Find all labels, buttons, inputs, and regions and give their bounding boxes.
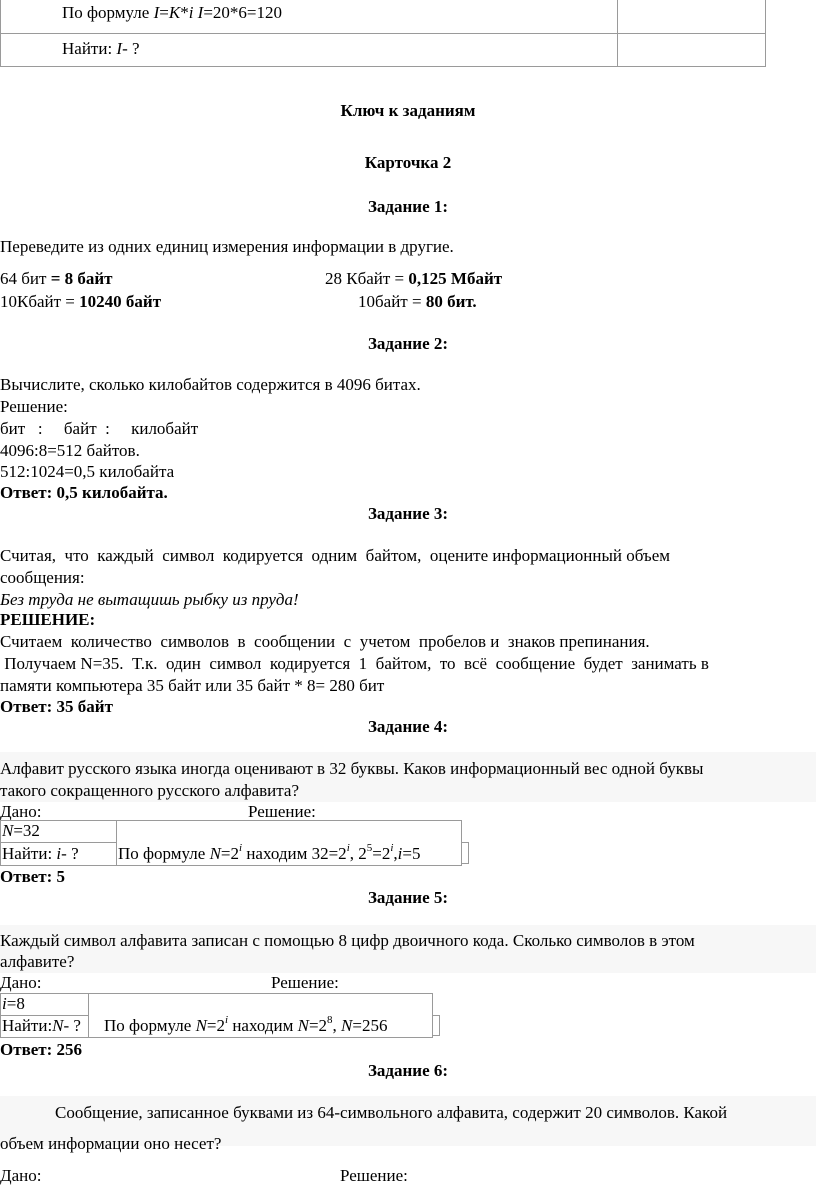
- task6-title: Задание 6:: [367, 1061, 449, 1080]
- task2-step2: 512:1024=0,5 килобайта: [0, 462, 175, 481]
- top-table-formula: По формуле I=K*i I=20*6=120: [62, 3, 283, 22]
- key-title: Ключ к заданиям: [340, 101, 476, 120]
- task4-text2: такого сокращенного русского алфавита?: [0, 781, 300, 800]
- task3-sol1: Считаем количество символов в сообщении с учетом пробелов и знаков препинания.: [0, 632, 650, 651]
- task2-solution-label: Решение:: [0, 397, 68, 416]
- task6-given-label: Дано:: [0, 1166, 42, 1185]
- task5-formula: По формуле $N=2^i$ находим $N=2^8$, N=256: [104, 1014, 388, 1035]
- task1-title: Задание 1:: [367, 197, 449, 216]
- task5-find: Найти:N- ?: [2, 1016, 81, 1035]
- task2-title: Задание 2:: [367, 334, 449, 353]
- top-table-divider: [0, 33, 766, 34]
- task2-text: Вычислите, сколько килобайтов содержится в 4096 битах.: [0, 375, 421, 394]
- task3-solution-label: РЕШЕНИЕ:: [0, 610, 96, 629]
- task3-quote: Без труда не вытащишь рыбку из пруда!: [0, 590, 299, 609]
- task4-solution-label: Решение:: [248, 802, 316, 821]
- task4-given-label: Дано:: [0, 802, 42, 821]
- task5-given-label: Дано:: [0, 973, 42, 992]
- task4-table-stub: [461, 842, 469, 864]
- task5-table-col-divider: [88, 993, 89, 1038]
- task5-answer: Ответ: 256: [0, 1040, 83, 1059]
- task2-step1: 4096:8=512 байтов.: [0, 441, 140, 460]
- task5-title: Задание 5:: [367, 888, 449, 907]
- task3-title: Задание 3:: [367, 504, 449, 523]
- card-title: Карточка 2: [364, 153, 452, 172]
- task6-text1: Сообщение, записанное буквами из 64-символьного алфавита, содержит 20 символов. Какой: [55, 1103, 728, 1122]
- task5-given-value: i=8: [2, 994, 25, 1013]
- task3-sol3: памяти компьютера 35 байт или 35 байт * 8= 280 бит: [0, 676, 385, 695]
- task6-text2: объем информации оно несет?: [0, 1134, 222, 1153]
- task4-given-value: N=32: [2, 821, 40, 840]
- task5-solution-label: Решение:: [271, 973, 339, 992]
- task4-title: Задание 4:: [367, 717, 449, 736]
- task2-units: бит : байт : килобайт: [0, 419, 199, 438]
- task3-answer: Ответ: 35 байт: [0, 697, 113, 716]
- task3-sol2: Получаем N=35. Т.к. один символ кодируется 1 байтом, то всё сообщение будет занимать в: [0, 654, 709, 673]
- top-table-find: Найти: I- ?: [62, 39, 140, 58]
- task4-table-col-divider: [116, 820, 117, 866]
- task3-text1: Считая, что каждый символ кодируется одним байтом, оцените информационный объем: [0, 546, 671, 565]
- task4-text1: Алфавит русского языка иногда оценивают в 32 буквы. Каков информационный вес одной буквы: [0, 759, 704, 778]
- top-table-col-divider: [617, 0, 618, 67]
- task1-text: Переведите из одних единиц измерения информации в другие.: [0, 237, 454, 256]
- task4-answer: Ответ: 5: [0, 867, 66, 886]
- task1-item-b: 28 Кбайт = 0,125 Мбайт: [325, 269, 503, 288]
- task1-item-c: 10Кбайт = 10240 байт: [0, 292, 162, 311]
- task4-formula: По формуле $N=2^i$ находим $32=2^i$, $2^5=2^i,i=5$: [118, 842, 421, 863]
- task1-item-a: 64 бит = 8 байт: [0, 269, 113, 288]
- task5-text1: Каждый символ алфавита записан с помощью 8 цифр двоичного кода. Сколько символов в этом: [0, 931, 695, 950]
- task2-answer: Ответ: 0,5 килобайта.: [0, 483, 168, 502]
- task5-text2: алфавите?: [0, 952, 75, 971]
- task4-find: Найти: i- ?: [2, 844, 79, 863]
- task3-text2: сообщения:: [0, 568, 85, 587]
- task6-solution-label: Решение:: [340, 1166, 408, 1185]
- task5-table-stub: [432, 1015, 440, 1036]
- task1-item-d: 10байт = 80 бит.: [358, 292, 477, 311]
